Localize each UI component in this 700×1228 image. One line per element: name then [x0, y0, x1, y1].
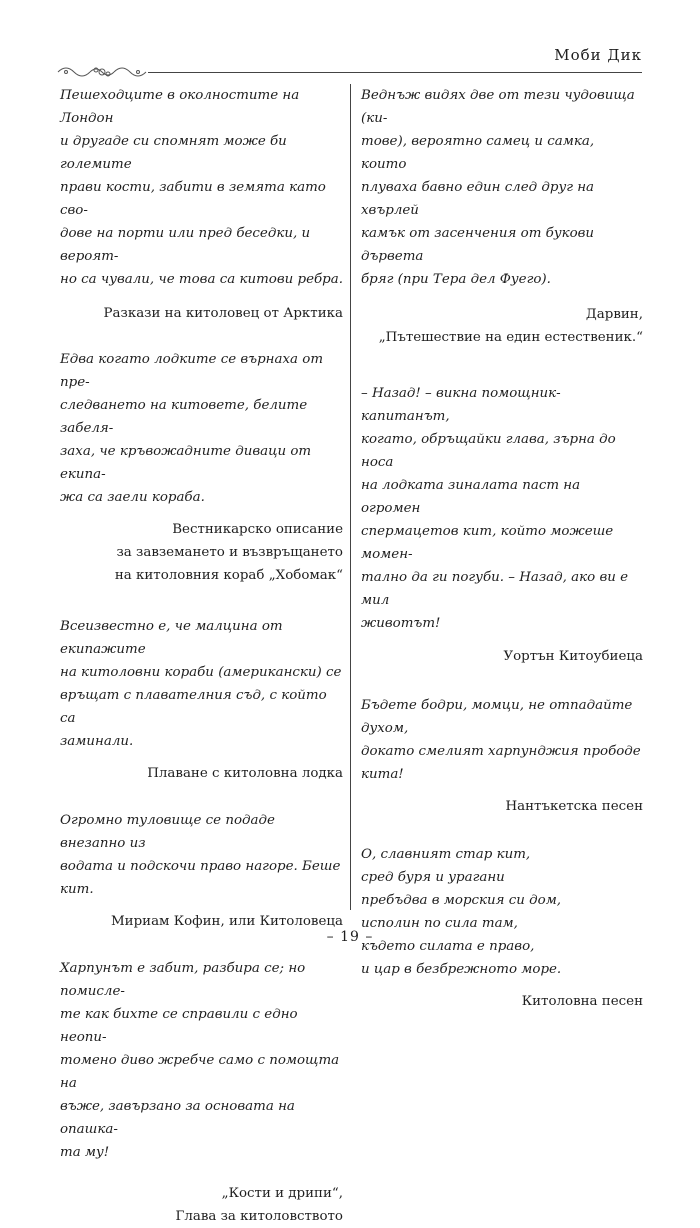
epigraph-quote: Бъдете бодри, момци, не отпадайте духом, докато смелият харпунджия прободе кита!: [361, 698, 641, 782]
epigraph-source: Нантъкетска песен: [505, 799, 643, 814]
epigraph-quote: Всеизвестно е, че малцина от екипажите на китоловни кораби (американски) се връщат с плавателния съд, с който са заминали.: [60, 619, 342, 749]
epigraph-source: Китоловна песен: [521, 994, 643, 1009]
epigraph-quote: Пешеходците в околностите на Лондон и другаде си спомнят може би големите прави кости, забити в земята като сво- дове на порти или пред беседки, и вероят- но са чували, че това са китови ребра.: [60, 88, 343, 287]
left-column: [60, 84, 343, 1228]
epigraph: [361, 843, 643, 1013]
column-divider: [350, 84, 351, 910]
epigraph-source: Разкази на китоловец от Арктика: [103, 306, 343, 321]
epigraph: [361, 84, 643, 349]
epigraph-source: Вестникарско описание за завземането и възвръщането на китоловния кораб „Хобомак“: [114, 522, 343, 583]
epigraph-quote: Харпунът е забит, разбира се; но помисле- те как бихте се справили с едно неопи- томено диво жребче само с помощта на въже, завързано за основата на опашка- та му!: [60, 961, 340, 1160]
running-header-title: Моби Дик: [554, 46, 642, 64]
epigraph-source: „Кости и дрипи“, Глава за китоловството: [175, 1186, 343, 1224]
epigraph-quote: Огромно туловище се подаде внезапно из водата и подскочи право нагоре. Беше кит.: [60, 813, 341, 897]
epigraph: [60, 957, 343, 1228]
epigraph-source: Дарвин, „Пътешествие на един естественик.“: [378, 307, 643, 345]
epigraph: [361, 382, 643, 668]
epigraph-source: Уортън Китоубиеца: [503, 649, 643, 664]
epigraph-quote: Веднъж видях две от тези чудовища (ки- тове), вероятно самец и самка, които плуваха бавно един след друг на хвърлей камък от засенчения от букови дървета бряг (при Тера дел Фуего).: [361, 88, 635, 287]
right-column: [361, 84, 643, 1013]
epigraph-quote: – Назад! – викна помощник-капитанът, когато, обръщайки глава, зърна до носа на лодката зиналата паст на огромен спермацетов кит, който можеше момен- тално да ги погуби. – Назад, ако ви е мил животът!: [361, 386, 629, 631]
epigraph-source: Мириам Кофин, или Китоловеца: [110, 914, 343, 929]
epigraph: [60, 809, 343, 933]
header-rule: [148, 72, 642, 73]
epigraph-source: Плаване с китоловна лодка: [147, 766, 343, 781]
header-ornament-icon: [56, 62, 148, 82]
epigraph-quote: Едва когато лодките се върнаха от пре- следването на китовете, белите забеля- заха, че кръвожадните диваци от екипа- жа са заели кораба.: [60, 352, 324, 505]
page-number: – 19 –: [326, 929, 374, 945]
epigraph: [60, 348, 343, 587]
epigraph: [361, 694, 643, 818]
epigraph-quote: О, славният стар кит, сред буря и урагани пребъдва в морския си дом, исполин по сила там, където силата е право, и цар в безбрежното море.: [361, 847, 562, 977]
epigraph: [60, 615, 343, 785]
epigraph: [60, 84, 343, 325]
